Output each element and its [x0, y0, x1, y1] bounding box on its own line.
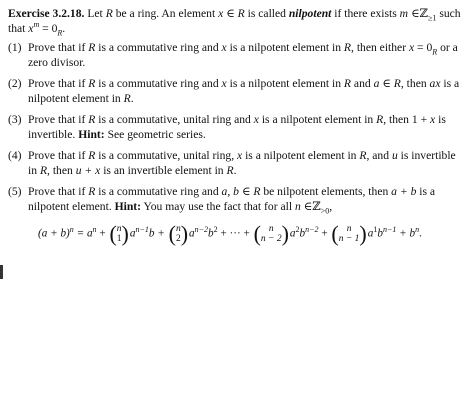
math-R: R — [237, 7, 245, 20]
formula-sup: n — [92, 224, 97, 234]
math-m: m — [399, 7, 409, 20]
intro-text: is called — [247, 7, 286, 20]
binom-top: n — [116, 224, 122, 234]
text: , then — [400, 77, 427, 90]
punct: . — [130, 92, 134, 105]
math-R: R — [88, 41, 96, 54]
math-a-plus-b: a + b — [391, 185, 417, 198]
formula-sup: n−2 — [305, 224, 319, 234]
text: is a nilpotent element in — [261, 113, 374, 126]
text: is invertible. — [28, 113, 446, 141]
math-R: R — [393, 77, 401, 90]
math-x: x — [430, 113, 436, 126]
formula-term: b — [377, 227, 383, 240]
math-ax: ax — [429, 77, 441, 90]
math-sub: R — [432, 47, 438, 57]
punct: . — [62, 22, 66, 35]
exercise-part-5 — [8, 184, 466, 245]
text: is a nilpotent element. — [28, 185, 436, 213]
math-R: R — [88, 77, 96, 90]
exercise-part-1 — [8, 40, 466, 70]
exercise-parts — [8, 40, 466, 245]
formula-sup: 2 — [295, 224, 300, 234]
formula-sup: n−1 — [382, 224, 397, 234]
math-u: u — [391, 149, 398, 162]
text: Prove that if — [28, 41, 86, 54]
text: is a nilpotent element in — [229, 77, 342, 90]
text: be nilpotent elements, then — [263, 185, 389, 198]
text: is a commutative, unital ring, — [98, 149, 235, 162]
intro-text: if there exists — [334, 7, 397, 20]
math-in: ∈ — [410, 7, 420, 20]
math-R: R — [88, 113, 96, 126]
text: Prove that if — [28, 77, 86, 90]
math-x: x — [253, 113, 259, 126]
math-R: R — [105, 7, 113, 20]
formula-term: b + — [148, 227, 168, 240]
text: is an invertible element in — [103, 164, 224, 177]
text: is a commutative ring and — [98, 77, 219, 90]
formula-sup: 2 — [213, 224, 218, 234]
math-eq-zero: = 0 — [42, 22, 58, 35]
math-R: R — [376, 113, 384, 126]
text: , then either — [351, 41, 407, 54]
binomial-coefficient: ( n n − 1 ) — [331, 221, 367, 246]
math-in: ∈ — [303, 200, 313, 213]
math-R: R — [88, 185, 96, 198]
part-number: (3) — [8, 113, 22, 126]
text: is a commutative, unital ring and — [98, 113, 251, 126]
formula-op: + — [96, 227, 109, 240]
math-ab: a, b — [221, 185, 239, 198]
punct: , — [329, 200, 333, 213]
formula-term: a — [129, 227, 136, 240]
formula-sup: n−2 — [194, 224, 209, 234]
binomial-coefficient: ( n n − 2 ) — [253, 221, 289, 246]
punct: . — [233, 164, 237, 177]
math-in: ∈ — [382, 77, 391, 90]
binom-top: n — [175, 224, 181, 234]
text: is a nilpotent element in — [229, 41, 342, 54]
math-sub: >0 — [320, 206, 330, 216]
binom-top: n — [346, 224, 352, 234]
part-number: (1) — [8, 41, 22, 54]
formula-lhs: (a + b) — [38, 227, 70, 240]
formula-sup: n−1 — [135, 224, 149, 234]
math-one-plus: 1 + — [411, 113, 431, 126]
text: , then — [47, 164, 73, 177]
hint-label: Hint: — [114, 200, 142, 213]
text: is a nilpotent element in — [245, 149, 357, 162]
text: Prove that if — [28, 149, 86, 162]
text: or a zero divisor. — [28, 41, 458, 69]
math-x: x — [221, 77, 227, 90]
binom-bottom: 1 — [116, 234, 122, 244]
formula-term: a — [289, 227, 296, 240]
math-ge1: ≥1 — [428, 13, 437, 23]
math-n: n — [294, 200, 301, 213]
formula-term: b — [208, 227, 214, 240]
binom-bottom: 2 — [175, 234, 181, 244]
text: , then — [383, 113, 409, 126]
math-R: R — [343, 77, 352, 90]
part-number: (2) — [8, 77, 22, 90]
text: is a commutative ring and — [98, 185, 219, 198]
formula-sup: 1 — [373, 224, 378, 234]
exercise-page — [8, 6, 466, 251]
math-R: R — [359, 149, 367, 162]
math-R: R — [88, 149, 96, 162]
formula-term: a — [367, 227, 374, 240]
binomial-coefficient: ( n 1 ) — [109, 221, 129, 246]
math-R: R — [253, 185, 261, 198]
formula-op: + — [318, 227, 331, 240]
math-R: R — [39, 164, 48, 177]
math-u-plus-x: u + x — [75, 164, 101, 177]
exercise-label: Exercise 3.2.18. — [8, 7, 85, 20]
math-in: ∈ — [226, 7, 235, 20]
exercise-part-4 — [8, 148, 466, 178]
math-a: a — [373, 77, 380, 90]
formula-sup: n — [69, 224, 74, 234]
text: , and — [366, 149, 390, 162]
binom-bottom: n − 1 — [338, 234, 360, 244]
text: and — [353, 77, 371, 90]
math-Z: ℤ — [312, 200, 321, 213]
formula-term: + b — [396, 227, 416, 240]
binomial-formula — [38, 223, 466, 245]
intro-text: be a ring. An element — [115, 7, 216, 20]
binom-bottom: n − 2 — [260, 234, 282, 244]
text: is invertible in — [28, 149, 456, 177]
term-nilpotent: nilpotent — [288, 7, 332, 20]
math-x: x — [218, 7, 224, 20]
punct: . — [419, 227, 422, 240]
formula-term: a — [189, 227, 195, 240]
part-number: (4) — [8, 149, 22, 162]
text: See geometric series. — [107, 128, 206, 141]
part-number: (5) — [8, 185, 22, 198]
math-x: x — [221, 41, 227, 54]
text: Prove that if — [28, 185, 86, 198]
math-sub: R — [57, 28, 63, 38]
binomial-coefficient: ( n 2 ) — [168, 221, 189, 246]
math-eq-zero: = 0 — [417, 41, 433, 54]
binom-top: n — [268, 224, 274, 234]
math-in: ∈ — [241, 185, 251, 198]
math-x: x — [28, 22, 34, 35]
math-R: R — [123, 92, 131, 105]
formula-term: = a — [73, 227, 93, 240]
math-R: R — [226, 164, 234, 177]
formula-op: + ··· + — [217, 227, 253, 240]
math-Z: ℤ — [419, 7, 429, 20]
text: is a nilpotent element in — [28, 77, 460, 105]
formula-sup: n — [415, 224, 420, 234]
text: Prove that if — [28, 113, 86, 126]
math-x: x — [237, 149, 243, 162]
text-cursor-bar — [0, 265, 3, 279]
math-x: x — [408, 41, 415, 54]
math-R: R — [343, 41, 352, 54]
formula-term: b — [299, 227, 306, 240]
exercise-part-2 — [8, 76, 466, 106]
exercise-intro — [8, 6, 466, 36]
math-sup: m — [33, 20, 40, 30]
hint-label: Hint: — [78, 128, 105, 141]
intro-text: Let — [87, 7, 103, 20]
exercise-part-3 — [8, 112, 466, 142]
text: is a commutative ring and — [98, 41, 219, 54]
intro-text: such that — [8, 7, 461, 35]
text: You may use the fact that for all — [143, 200, 293, 213]
